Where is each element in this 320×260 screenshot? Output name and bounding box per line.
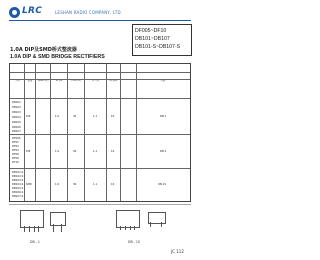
part-number: DF10 bbox=[12, 161, 19, 164]
part-number: DF08 bbox=[12, 157, 19, 160]
header-io: IO (A) bbox=[55, 80, 63, 82]
ifsm-value: 30 bbox=[73, 115, 77, 118]
header-type: 型号 bbox=[15, 80, 20, 82]
dip-pin bbox=[53, 224, 54, 232]
vf-value: 1.1 bbox=[93, 150, 98, 153]
part-number: DF005 bbox=[12, 137, 21, 140]
ifsm-value: 30 bbox=[73, 183, 77, 186]
dip-pin bbox=[24, 226, 25, 232]
company-name: LESHAN RADIO COMPANY, LTD. bbox=[55, 10, 123, 15]
header-divider bbox=[10, 72, 190, 73]
header-divider bbox=[10, 98, 190, 99]
header-ifsm: IFSM (A) bbox=[71, 80, 81, 82]
package-value: SMD bbox=[26, 183, 32, 186]
header-vf: VF (V) bbox=[92, 80, 99, 82]
io-value: 1.0 bbox=[55, 150, 60, 153]
part-number: DB105 bbox=[12, 121, 21, 124]
company-logo bbox=[9, 6, 43, 20]
part-number: DB106-S bbox=[12, 191, 24, 194]
part-number: DB103 bbox=[12, 111, 21, 114]
ir-value: 10 bbox=[111, 183, 115, 186]
logo-text: LRC bbox=[22, 6, 43, 16]
smd-lead bbox=[150, 222, 151, 227]
part-number: DB107 bbox=[12, 130, 21, 133]
part-number: DB102 bbox=[12, 106, 21, 109]
part-range-2: DB101~DB107 bbox=[135, 36, 170, 42]
header-vrrm: VRRM (V) bbox=[37, 80, 49, 82]
smd-lead bbox=[130, 226, 131, 230]
part-range-1: DF005~DF10 bbox=[135, 28, 167, 34]
part-number: DF01 bbox=[12, 141, 19, 144]
dip-pin bbox=[34, 226, 35, 232]
smd-lead bbox=[125, 226, 126, 230]
part-number: DB101-S bbox=[12, 171, 24, 174]
header-package: 封装 bbox=[27, 80, 33, 82]
smd-lead bbox=[134, 226, 135, 230]
header-rule bbox=[9, 20, 191, 21]
part-number: DB104-S bbox=[12, 183, 24, 186]
part-number: DB101 bbox=[12, 101, 21, 104]
outline-value: DB-1 bbox=[160, 115, 167, 118]
part-number: DB106 bbox=[12, 126, 21, 129]
io-value: 1.0 bbox=[55, 183, 60, 186]
part-number: DB107-S bbox=[12, 195, 24, 198]
logo-mark-icon bbox=[9, 7, 20, 18]
dip-pin bbox=[29, 226, 30, 232]
part-range-3: DB101-S~DB107-S bbox=[135, 44, 181, 50]
page-number: JC 112 bbox=[171, 249, 184, 254]
header-outline: 外形 bbox=[160, 80, 166, 82]
figure-label-smd: DB - 1S bbox=[128, 240, 140, 244]
dip-pin bbox=[38, 226, 39, 232]
outline-value: DB-1S bbox=[158, 183, 167, 186]
outline-value: DB-1 bbox=[160, 150, 167, 153]
smd-lead bbox=[161, 222, 162, 227]
title-english: 1.0A DIP & SMD BRIDGE RECTIFIERS bbox=[10, 54, 105, 60]
package-value: DIP bbox=[26, 115, 31, 118]
vf-value: 1.1 bbox=[93, 115, 98, 118]
title-chinese: 1.0A DIP及SMD桥式整流器 bbox=[10, 47, 77, 53]
ifsm-value: 30 bbox=[73, 150, 77, 153]
part-number: DB105-S bbox=[12, 187, 24, 190]
part-number: DB104 bbox=[12, 116, 21, 119]
section-rule bbox=[9, 204, 191, 205]
part-number: DF06 bbox=[12, 153, 19, 156]
ir-value: 10 bbox=[111, 115, 115, 118]
header-ir: IR (µA) bbox=[109, 80, 118, 82]
group-divider bbox=[10, 168, 190, 169]
part-number: DB103-S bbox=[12, 179, 24, 182]
part-number: DB102-S bbox=[12, 175, 24, 178]
io-value: 1.0 bbox=[55, 115, 60, 118]
part-number-box bbox=[132, 24, 192, 56]
group-divider bbox=[10, 134, 190, 135]
part-number: DF02 bbox=[12, 145, 19, 148]
dip-pin bbox=[61, 224, 62, 232]
vf-value: 1.1 bbox=[93, 183, 98, 186]
col-divider bbox=[120, 64, 121, 201]
part-number: DF04 bbox=[12, 149, 19, 152]
ir-value: 10 bbox=[111, 150, 115, 153]
package-value: DIP bbox=[26, 150, 31, 153]
spec-table bbox=[9, 63, 191, 202]
smd-lead bbox=[120, 226, 121, 230]
figure-label-dip: DB - 1 bbox=[30, 240, 40, 244]
